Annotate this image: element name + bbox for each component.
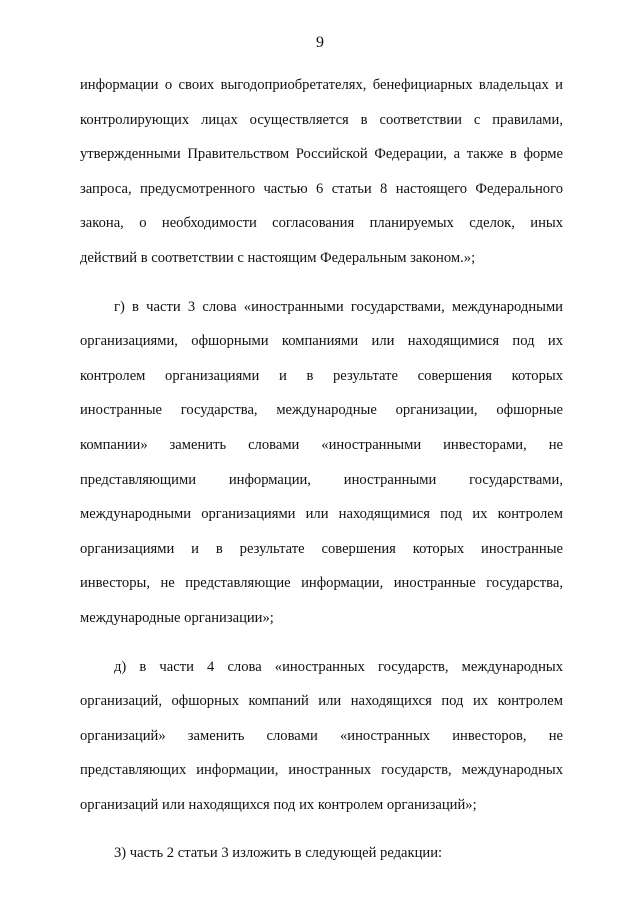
text-line: иностранные государства, международные организации, офшорные [80,402,563,419]
text-line: д) в части 4 слова «иностранных государств, международных [114,658,563,675]
paragraph-item-g [80,290,563,636]
text-line: утвержденными Правительством Российской Федерации, а также в форме [80,146,563,163]
text-line: 3) часть 2 статьи 3 изложить в следующей редакции: [114,845,443,862]
text-line: организаций» заменить словами «иностранных инвесторов, не [80,727,563,744]
document-body [80,68,563,871]
text-line: международными организациями или находящимися под их контролем [80,506,563,523]
text-line: закона, о необходимости согласования планируемых сделок, иных [80,215,563,232]
text-line: представляющих информации, иностранных государств, международных [80,762,563,779]
text-line: действий в соответствии с настоящим Федеральным законом.»; [80,249,476,266]
text-line: запроса, предусмотренного частью 6 статьи 8 настоящего Федерального [80,180,563,197]
text-line: организациями, офшорными компаниями или находящимися под их [80,333,563,350]
text-line: организаций, офшорных компаний или находящихся под их контролем [80,693,563,710]
text-line: представляющими информации, иностранными государствами, [80,471,563,488]
paragraph-item-d [80,650,563,823]
text-line: организаций или находящихся под их контролем организаций»; [80,796,477,813]
page-number: 9 [316,34,324,51]
text-line: инвесторы, не представляющие информации, иностранные государства, [80,575,563,592]
text-line: контролирующих лицах осуществляется в соответствии с правилами, [80,111,563,128]
text-line: контролем организациями и в результате совершения которых [80,367,563,384]
text-line: международные организации»; [80,609,274,626]
text-line: информации о своих выгодоприобретателях, бенефициарных владельцах и [80,77,563,93]
text-line: г) в части 3 слова «иностранными государствами, международными [114,298,563,315]
paragraph-continuation [80,68,563,276]
text-line: компании» заменить словами «иностранными инвесторами, не [80,436,563,453]
text-line: организациями и в результате совершения которых иностранные [80,540,563,557]
paragraph-item-3 [80,836,563,871]
